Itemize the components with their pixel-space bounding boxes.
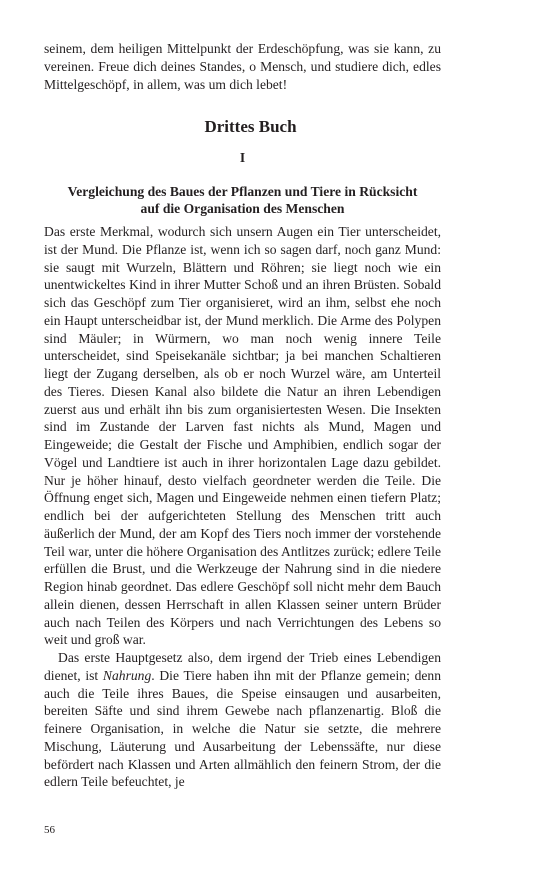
- chapter-number: I: [239, 150, 246, 166]
- paragraph-2-text-a: Das erste Hauptgesetz also, dem irgend der Trieb eines Lebendigen dienet, ist: [44, 650, 441, 683]
- section-title: [44, 183, 441, 217]
- opening-paragraph: seinem, dem heiligen Mittelpunkt der Erdeschöpfung, was sie kann, zu vereinen. Freue dich deines Standes, o Mensch, und studiere dich, edles Mittelgeschöpf, in allem, was um dich lebet!: [44, 41, 441, 92]
- book-title: Drittes Buch: [204, 117, 297, 137]
- book-page: [44, 40, 441, 791]
- section-title-line-1: Vergleichung des Baues der Pflanzen und Tiere in Rücksicht: [67, 184, 418, 199]
- paragraph-2-text-b: . Die Tiere haben ihn mit der Pflanze gemein; denn auch die Teile ihres Baues, die Speise einsaugen und ausarbeiten, bereiten Säfte und sind ihrem Gewebe nach pflanzenartig. Bloß die feinere Organisation, in welche die Natur sie setzte, die mehrere Mischung, Läuterung und Ausarbeitung der Lebenssäfte, nur diese befördert nach Klassen und Arten allmählich den feinern Strom, der die edlern Teile befeuchtet, je: [44, 667, 441, 790]
- page-number: 56: [44, 824, 55, 836]
- body-paragraph-2: [44, 649, 441, 791]
- emphasis-nahrung: Nahrung: [102, 667, 152, 683]
- section-title-line-2: auf die Organisation des Menschen: [140, 201, 345, 216]
- body-paragraph-1: Das erste Merkmal, wodurch sich unsern Augen ein Tier unterscheidet, ist der Mund. Die Pflanze ist, wenn ich so sagen darf, noch ganz Mund: sie saugt mit Wurzeln, Blättern und Röhren; sie liegt noch wie ein unentwickeltes Kind in ihrer Mutter Schoß und an ihren Brüsten. Sobald sich das Geschöpf zum Tier organisieret, wird an ihm, selbst ehe noch ein Haupt unterscheidbar ist, der Mund merklich. Die Arme des Polypen sind Mäuler; in Würmern, wo man noch wenig innere Teile unterscheidet, sind Speisekanäle sichtbar; ja bei manchen Schaltieren liegt der Zugang derselben, als ob er noch Wurzel wäre, am Unterteil des Tieres. Diesen Kanal also bildete die Natur an ihren Lebendigen zuerst aus und erhält ihn bis zum organisiertesten Wesen. Die Insekten sind im Zustande der Larven fast nichts als Mund, Magen und Eingeweide; die Gestalt der Fische und Amphibien, endlich sogar der Vögel und Landtiere ist auch in ihrer horizontalen Lage dazu gebildet. Nur je höher hinauf, desto vielfach geordneter werden die Teile. Die Öffnung enget sich, Magen und Eingeweide nehmen einen tiefern Platz; endlich bei der aufgerichteten Stellung des Menschen tritt auch äußerlich der Mund, der am Kopf des Tiers noch immer der vorstehende Teil war, unter die höhere Organisation des Antlitzes zurück; edlere Teile erfüllen die Brust, und die Werkzeuge der Nahrung sind in die niedere Region hinab geordnet. Das edlere Geschöpf soll nicht mehr dem Bauch allein dienen, dessen Herrschaft in allen Klassen seiner untern Brüder auch nach Teilen des Körpers und nach Verrichtungen des Lebens so weit und groß war.: [44, 224, 441, 648]
